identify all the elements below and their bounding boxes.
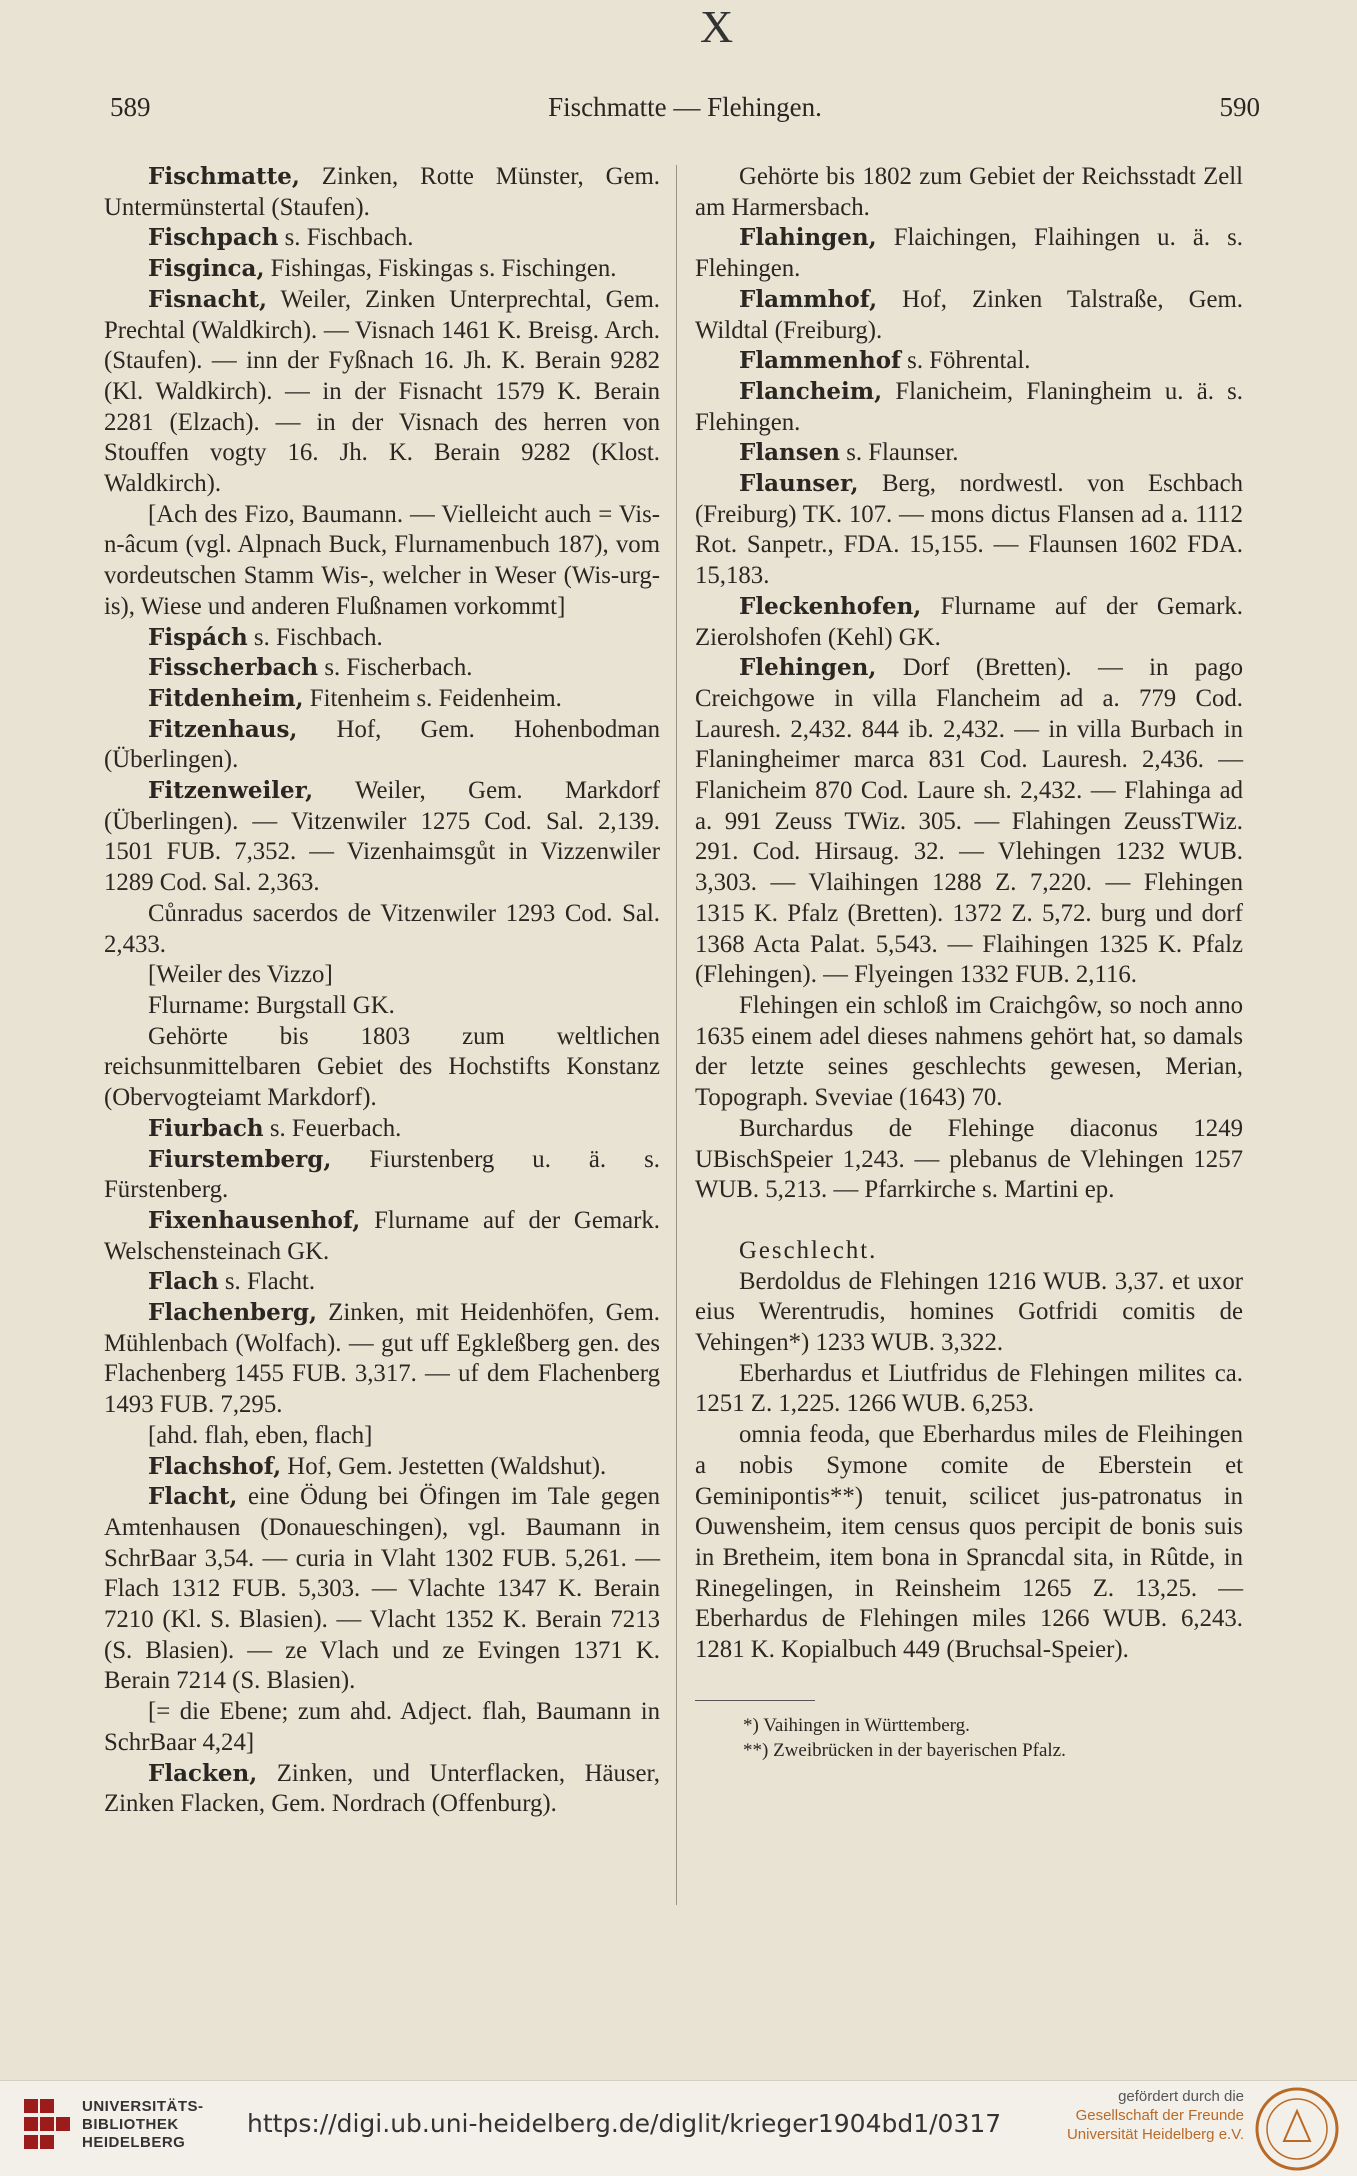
entry-headword: Fispách — [148, 623, 248, 651]
entry-paragraph — [104, 1114, 660, 1145]
entry-paragraph — [104, 162, 660, 223]
entry-paragraph — [695, 1267, 1243, 1359]
document-url-link[interactable]: https://digi.ub.uni-heidelberg.de/diglit/krieger1904bd1/0317 — [247, 2109, 1002, 2138]
entry-paragraph — [104, 1022, 660, 1114]
running-title: Fischmatte — Flehingen. — [548, 92, 822, 122]
entry-paragraph — [104, 1145, 660, 1206]
entry-paragraph — [104, 623, 660, 654]
entry-headword: Flammenhof — [739, 347, 901, 375]
entry-text: omnia feoda, que Eberhardus miles de Fleihingen a nobis Symone comite de Eberstein et Geminipontis**) tenuit, scilicet jus-patronatus in Ouwensheim, item census quos percipit de bonis suis in Bretheim, item bona in Sprancdal sita, in Rûtde, in Rinegelingen, in Reinsheim 1265 Z. 13,25. — Eberhardus de Flehingen miles 1266 WUB. 6,243. 1281 K. Kopialbuch 449 (Bruchsal-Speier). — [695, 1421, 1243, 1664]
entry-text: Dorf (Bretten). — in pago Creichgowe in villa Flancheim ad a. 779 Cod. Lauresh. 2,432. 844 ib. 2,432. — in villa Burbach in Flaningheimer marca 831 Cod. Lauresh. 2,436. — Flanicheim 870 Cod. Laure sh. 2,432. — Flahinga ad a. 991 Zeuss TWiz. 305. — Flahingen ZeussTWiz. 291. Cod. Hirsaug. 32. — Vlehingen 1232 WUB. 3,303. — Vlaihingen 1288 Z. 7,220. — Flehingen 1315 K. Pfalz (Bretten). 1372 Z. 5,72. burg und dorf 1368 Acta Palat. 5,543. — Flaihingen 1325 K. Pfalz (Flehingen). — Flyeingen 1332 FUB. 2,116. — [695, 654, 1243, 989]
entry-headword: Fisscherbach — [148, 654, 319, 682]
entry-headword: Fisginca, — [148, 255, 265, 283]
university-logo-icon — [22, 2095, 72, 2155]
entry-paragraph — [104, 899, 660, 960]
entry-paragraph — [104, 991, 660, 1022]
entry-paragraph — [695, 1114, 1243, 1206]
entry-text: Fitenheim s. Feidenheim. — [303, 684, 562, 712]
entry-text: Geschlecht. — [739, 1236, 878, 1264]
entry-headword: Fisnacht, — [148, 285, 267, 313]
entry-text: [Ach des Fizo, Baumann. — Vielleicht auch = Vis-n-âcum (vgl. Alpnach Buck, Flurnamenbuch 187), vom vordeutschen Stamm Wis-, welcher in Weser (Wis-urg-is), Wiese und anderen Flußnamen vorkommt] — [104, 500, 660, 620]
sponsor-line: gefördert durch die — [1118, 2088, 1244, 2105]
entry-paragraph — [104, 1267, 660, 1298]
entry-headword: Fleckenhofen, — [739, 592, 922, 620]
footnote-rule — [695, 1700, 815, 1701]
entry-text: Flurname auf der Gemark. Welschensteinach GK. — [104, 1206, 660, 1265]
left-column — [104, 162, 660, 1820]
entry-text: Eberhardus et Liutfridus de Flehingen milites ca. 1251 Z. 1,225. 1266 WUB. 6,253. — [695, 1359, 1243, 1418]
entry-paragraph — [104, 653, 660, 684]
entry-text: s. Flacht. — [218, 1268, 316, 1296]
column-divider — [676, 165, 677, 1905]
entry-paragraph — [695, 162, 1243, 223]
entry-paragraph — [104, 1206, 660, 1267]
entry-paragraph — [104, 1759, 660, 1820]
entry-paragraph — [104, 776, 660, 899]
entry-text: s. Flaunser. — [840, 439, 959, 467]
footnote: *) Vaihingen in Württemberg. — [743, 1714, 970, 1736]
entry-text: s. Fischbach. — [278, 224, 414, 252]
entry-text: [= die Ebene; zum ahd. Adject. flah, Baumann in SchrBaar 4,24] — [104, 1698, 660, 1756]
entry-text: Zinken, mit Heidenhöfen, Gem. Mühlenbach (Wolfach). — gut uff Egkleßberg gen. des Flachenberg 1455 FUB. 3,317. — uf dem Flachenberg 1493 FUB. 7,295. — [104, 1299, 660, 1419]
entry-text: s. Feuerbach. — [263, 1114, 402, 1142]
entry-headword: Fitzenweiler, — [148, 777, 314, 805]
entry-paragraph — [104, 960, 660, 991]
university-line: HEIDELBERG — [82, 2134, 186, 2151]
entry-text: Fiurstenberg u. ä. s. Fürstenberg. — [104, 1145, 660, 1204]
entry-text: [Weiler des Vizzo] — [148, 961, 333, 989]
entry-paragraph — [104, 1697, 660, 1758]
entry-headword: Flansen — [739, 439, 840, 467]
entry-paragraph — [695, 346, 1243, 377]
entry-headword: Fiurstemberg, — [148, 1145, 332, 1173]
pencil-mark: X — [700, 1, 734, 52]
page-header — [110, 92, 1260, 132]
entry-headword: Flach — [148, 1268, 219, 1296]
entry-headword: Fitdenheim, — [148, 684, 304, 712]
entry-text: Hof, Zinken Talstraße, Gem. Wildtal (Freiburg). — [695, 285, 1243, 344]
entry-headword: Flachenberg, — [148, 1299, 317, 1327]
entry-text: Hof, Gem. Hohenbodman (Überlingen). — [104, 715, 660, 774]
entry-paragraph — [695, 1420, 1243, 1666]
entry-headword: Fitzenhaus, — [148, 715, 298, 743]
entry-paragraph — [104, 1421, 660, 1452]
entry-paragraph — [104, 223, 660, 254]
entry-text: Burchardus de Flehinge diaconus 1249 UBischSpeier 1,243. — plebanus de Vlehingen 1257 WUB. 5,213. — Pfarrkirche s. Martini ep. — [695, 1114, 1243, 1204]
entry-text: Flaichingen, Flaihingen u. ä. s. Flehingen. — [695, 224, 1243, 283]
entry-text: Cůnradus sacerdos de Vitzenwiler 1293 Cod. Sal. 2,433. — [104, 899, 660, 958]
entry-text: Berdoldus de Flehingen 1216 WUB. 3,37. et uxor eius Werentrudis, homines Gotfridi comitis de Vehingen*) 1233 WUB. 3,322. — [695, 1267, 1243, 1357]
footnote: **) Zweibrücken in der bayerischen Pfalz. — [743, 1739, 1066, 1761]
right-column — [695, 162, 1243, 1763]
entry-text: Flehingen ein schloß im Craichgôw, so noch anno 1635 einem adel dieses nahmens gehört hat, so damals der letzte seines geschlechts gewesen, Merian, Topograph. Sveviae (1643) 70. — [695, 991, 1243, 1112]
sponsor-org: Universität Heidelberg e.V. — [1066, 2126, 1244, 2143]
entry-paragraph — [695, 653, 1243, 991]
entry-paragraph — [695, 592, 1243, 653]
entry-text: Zinken, und Unterflacken, Häuser, Zinken Flacken, Gem. Nordrach (Offenburg). — [104, 1759, 660, 1818]
entry-headword: Flacken, — [148, 1759, 258, 1787]
entry-text: Flurname: Burgstall GK. — [148, 991, 395, 1019]
entry-headword: Flacht, — [148, 1483, 238, 1511]
entry-headword: Fixenhausenhof, — [148, 1206, 361, 1234]
viewer-footer — [0, 2080, 1357, 2176]
entry-paragraph — [104, 1298, 660, 1421]
entry-headword: Flehingen, — [739, 654, 877, 682]
entry-headword: Flahingen, — [739, 224, 877, 252]
sponsor-seal-icon — [1254, 2086, 1340, 2172]
entry-paragraph — [104, 1482, 660, 1697]
entry-paragraph — [695, 223, 1243, 284]
entry-headword: Fischpach — [148, 224, 279, 252]
entry-paragraph — [695, 285, 1243, 346]
entry-text: s. Fischerbach. — [318, 654, 473, 682]
entry-text: Gehörte bis 1803 zum weltlichen reichsunmittelbaren Gebiet des Hochstifts Konstanz (Obervogteiamt Markdorf). — [104, 1022, 660, 1112]
entry-paragraph — [695, 438, 1243, 469]
entry-paragraph — [104, 715, 660, 776]
entry-headword: Flammhof, — [739, 285, 878, 313]
sponsor-note — [1054, 2087, 1244, 2144]
entry-headword: Fiurbach — [148, 1114, 264, 1142]
entry-text: Flanicheim, Flaningheim u. ä. s. Flehingen. — [695, 377, 1243, 436]
entry-text: Weiler, Zinken Unterprechtal, Gem. Prechtal (Waldkirch). — Visnach 1461 K. Breisg. Arch. (Staufen). — inn der Fyßnach 16. Jh. K. Berain 9282 (Kl. Waldkirch). — in der Fisnacht 1579 K. Berain 2281 (Elzach). — in der Visnach des herren von Stouffen vogty 16. Jh. K. Berain 9282 (Klost. Waldkirch). — [104, 285, 660, 498]
page-number-right: 590 — [1219, 92, 1260, 122]
entry-text: Zinken, Rotte Münster, Gem. Untermünstertal (Staufen). — [104, 163, 660, 221]
entry-text: Gehörte bis 1802 zum Gebiet der Reichsstadt Zell am Harmersbach. — [695, 163, 1243, 221]
entry-text: Hof, Gem. Jestetten (Waldshut). — [281, 1452, 607, 1480]
entry-text: Berg, nordwestl. von Eschbach (Freiburg) TK. 107. — mons dictus Flansen ad a. 1112 Rot. Sanpetr., FDA. 15,155. — Flaunsen 1602 FDA. 15,183. — [695, 470, 1243, 590]
entry-paragraph — [104, 285, 660, 500]
university-line: BIBLIOTHEK — [82, 2116, 179, 2133]
entry-headword: Fischmatte, — [148, 163, 300, 190]
entry-text: Weiler, Gem. Markdorf (Überlingen). — Vitzenwiler 1275 Cod. Sal. 2,139. 1501 FUB. 7,352. — Vizenhaimsgůt in Vizzenwiler 1289 Cod. Sal. 2,363. — [104, 777, 660, 897]
page-number-left: 589 — [110, 92, 151, 122]
sponsor-org: Gesellschaft der Freunde — [1075, 2107, 1244, 2124]
entry-paragraph — [104, 684, 660, 715]
entry-headword: Flachshof, — [148, 1452, 282, 1480]
entry-paragraph — [695, 991, 1243, 1114]
entry-paragraph — [104, 254, 660, 285]
entry-headword: Flancheim, — [739, 377, 883, 405]
entry-paragraph — [695, 377, 1243, 438]
university-name — [82, 2098, 204, 2152]
entry-paragraph — [104, 500, 660, 623]
entry-text: Flurname auf der Gemark. Zierolshofen (Kehl) GK. — [695, 592, 1243, 651]
entry-text: [ahd. flah, eben, flach] — [148, 1421, 373, 1449]
entry-headword: Flaunser, — [739, 470, 859, 498]
entry-text: s. Föhrental. — [900, 347, 1031, 375]
entry-paragraph — [695, 469, 1243, 592]
entry-text: Fishingas, Fiskingas s. Fischingen. — [264, 255, 617, 283]
entry-text: eine Ödung bei Öfingen im Tale gegen Amtenhausen (Donaueschingen), vgl. Baumann in SchrBaar 3,54. — curia in Vlaht 1302 FUB. 5,261. — Flach 1312 FUB. 5,303. — Vlachte 1347 K. Berain 7210 (Kl. S. Blasien). — Vlacht 1352 K. Berain 7213 (S. Blasien). — ze Vlach und ze Evingen 1371 K. Berain 7214 (S. Blasien). — [104, 1483, 660, 1695]
entry-paragraph — [104, 1452, 660, 1483]
entry-text: s. Fischbach. — [247, 623, 383, 651]
university-line: UNIVERSITÄTS- — [82, 2098, 204, 2115]
entry-paragraph — [695, 1236, 1243, 1267]
entry-paragraph — [695, 1359, 1243, 1420]
